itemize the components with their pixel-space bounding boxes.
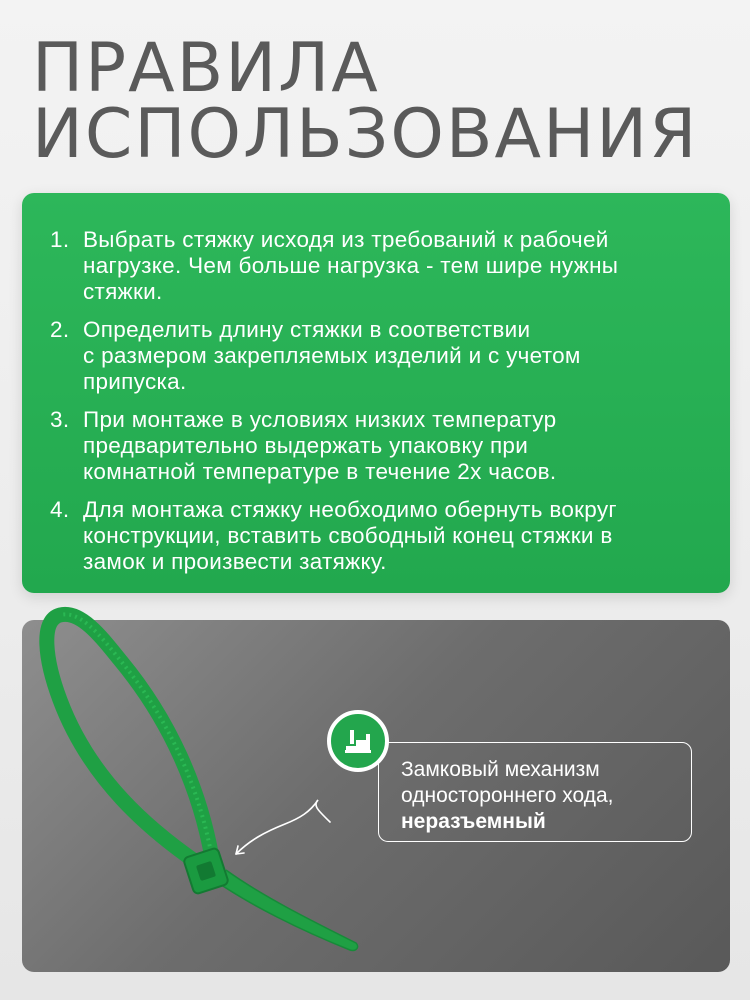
rule-line: стяжки. (83, 279, 163, 304)
rule-number: 4. (50, 497, 70, 522)
rule-line: Определить длину стяжки в соответствии (83, 317, 531, 342)
rule-line: Для монтажа стяжку необходимо обернуть вокруг (83, 497, 617, 522)
pointer-arrow-icon (236, 800, 330, 854)
lock-mechanism-icon (331, 714, 385, 768)
callout-box (378, 742, 692, 842)
rule-number: 2. (50, 317, 70, 342)
rule-number: 1. (50, 227, 70, 252)
callout-bold: неразъемный (401, 810, 546, 833)
rule-line: припуска. (83, 369, 187, 394)
lock-badge (327, 710, 389, 772)
rule-line: предварительно выдержать упаковку при (83, 433, 529, 458)
zip-tie-tail (214, 870, 358, 950)
rule-line: нагрузке. Чем больше нагрузка - тем шире нужны (83, 253, 619, 278)
rule-line: замок и произвести затяжку. (83, 549, 387, 574)
page-title-line-1: ПРАВИЛА (32, 29, 380, 108)
callout-line-2: одностороннего хода, (401, 784, 614, 807)
rule-line: При монтаже в условиях низких температур (83, 407, 557, 432)
page-title-line-2: ИСПОЛЬЗОВАНИЯ (32, 95, 699, 174)
rule-line: комнатной температуре в течение 2х часов. (83, 459, 557, 484)
zip-tie-loop (47, 614, 212, 862)
rule-line: Выбрать стяжку исходя из требований к рабочей (83, 227, 609, 252)
rule-line: с размером закрепляемых изделий и с учетом (83, 343, 581, 368)
rule-line: конструкции, вставить свободный конец стяжки в (83, 523, 613, 548)
rule-number: 3. (50, 407, 70, 432)
callout-line-1: Замковый механизм (401, 758, 600, 781)
